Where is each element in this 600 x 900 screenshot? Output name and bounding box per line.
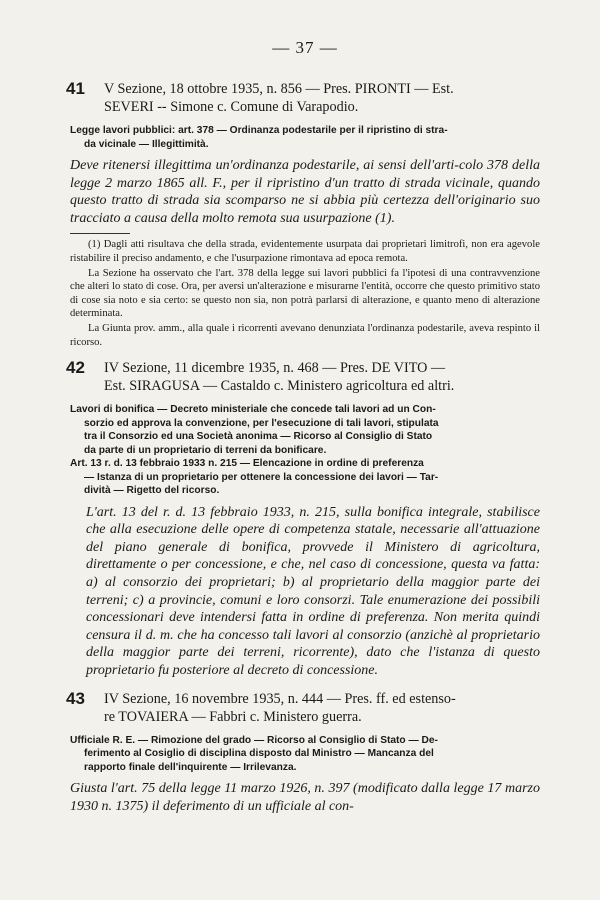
subject-line: da vicinale — Illegittimità. [84, 138, 209, 150]
subject-line: da parte di un proprietario di terreni da bonificare. [84, 444, 327, 456]
subject-line: tra il Consorzio ed una Società anonima — Ricorso al Consiglio di Stato [84, 431, 433, 443]
subject-line: sorzio ed approva la convenzione, per l'esecuzione di tali lavori, stipulata [84, 417, 439, 429]
case-title-line: IV Sezione, 16 novembre 1935, n. 444 — Pres. ff. ed estenso- [104, 690, 456, 707]
case-41 [66, 79, 540, 349]
case-subject [70, 403, 540, 498]
case-notes [70, 238, 540, 349]
subject-line: rapporto finale dell'inquirente — Irrilevanza. [84, 761, 297, 773]
case-title [104, 80, 540, 116]
case-maxim: L'art. 13 del r. d. 13 febbraio 1933, n. 215, sulla bonifica integrale, stabilisce che alla esecuzione delle opere di competenza statale, necessarie all'attuazione del piano generale di bonifica, provvede il Ministero di agricoltura, direttamente o per concessione, e che, nel caso di concessione, questa va fatta: a) al consorzio dei proprietari; b) al proprietario della maggior parte dei terreni; c) a provincie, comuni e loro consorzi. Tale enumerazione dei possibili concessionari deve intendersi fatta in ordine di preferenza. Non merita quindi censura il d. m. che ha concesso tali lavori al consorzio (anzichè al proprietario della maggior parte dei terreni, ricorrente), dato che l'istanza di questo proprietario fu posteriore al decreto di concessione. [86, 504, 540, 678]
case-number: 42 [66, 358, 85, 378]
case-number: 43 [66, 688, 85, 708]
page-number: — 37 — [272, 38, 338, 57]
subject-line: Legge lavori pubblici: art. 378 — Ordinanza podestarile per il ripristino di stra- [70, 125, 448, 136]
case-title-line: V Sezione, 18 ottobre 1935, n. 856 — Pres. PIRONTI — Est. [104, 81, 454, 97]
case-subject [70, 734, 540, 775]
case-number: 41 [66, 79, 85, 98]
subject-line: ferimento al Cosiglio di disciplina disposto dal Ministro — Mancanza del [84, 748, 434, 760]
case-title-line: IV Sezione, 11 dicembre 1935, n. 468 — Pres. DE VITO — [104, 360, 446, 377]
case-title-line: Est. SIRAGUSA — Castaldo c. Ministero agricoltura ed altri. [104, 378, 455, 395]
case-title-line: re TOVAIERA — Fabbri c. Ministero guerra. [104, 708, 362, 725]
case-title [104, 690, 540, 726]
case-header [66, 79, 540, 116]
note-paragraph: (1) Dagli atti risultava che della strada, evidentemente usurpata dai proprietari limitrofi, non era agevole ristabilire il preciso andamento, e che l'usurpazione rimontava ad epoca remota. [70, 239, 540, 264]
subject-line: dività — Rigetto del ricorso. [84, 485, 220, 497]
subject-line: Art. 13 r. d. 13 febbraio 1933 n. 215 — Elencazione in ordine di preferenza [70, 458, 424, 470]
case-title [104, 359, 540, 395]
case-subject [70, 124, 540, 151]
subject-line: Lavori di bonifica — Decreto ministeriale che concede tali lavori ad un Con- [70, 404, 436, 416]
subject-line: — Istanza di un proprietario per ottenere la concessione dei lavori — Tar- [84, 471, 439, 483]
case-title-line: SEVERI -- Simone c. Comune di Varapodio. [104, 99, 359, 115]
case-42 [66, 358, 540, 679]
case-maxim: Giusta l'art. 75 della legge 11 marzo 1926, n. 397 (modificato dalla legge 17 marzo 1930 n. 1375) il deferimento di un ufficiale al con- [70, 781, 540, 814]
footnote-divider [70, 233, 130, 234]
case-header [66, 688, 540, 726]
subject-line: Ufficiale R. E. — Rimozione del grado — Ricorso al Consiglio di Stato — De- [70, 734, 438, 746]
note-paragraph: La Giunta prov. amm., alla quale i ricorrenti avevano denunziata l'ordinanza podestarile, aveva respinto il ricorso. [70, 322, 540, 348]
case-maxim: Deve ritenersi illegittima un'ordinanza podestarile, ai sensi dell'arti-colo 378 della legge 2 marzo 1865 all. F., per il ripristino d'un tratto di strada vicinale, quando questo tratto di strada sia scomparso ne si abbia più certezza dell'originario suo tracciato a causa della molto remota sua usurpazione (1). [70, 158, 540, 226]
case-43 [66, 688, 540, 816]
note-paragraph: La Sezione ha osservato che l'art. 378 della legge sui lavori pubblici fa l'ipotesi di una contravvenzione che alteri lo stato di cose. Ora, per aversi un'alterazione e misurarne l'entità, occorre che questo primitivo stato di cose sia noto e sia certo: se questo non sia, non potrà parlarsi di alterazione, e quanto meno di alterazione determinata. [70, 267, 540, 320]
case-header [66, 358, 540, 395]
